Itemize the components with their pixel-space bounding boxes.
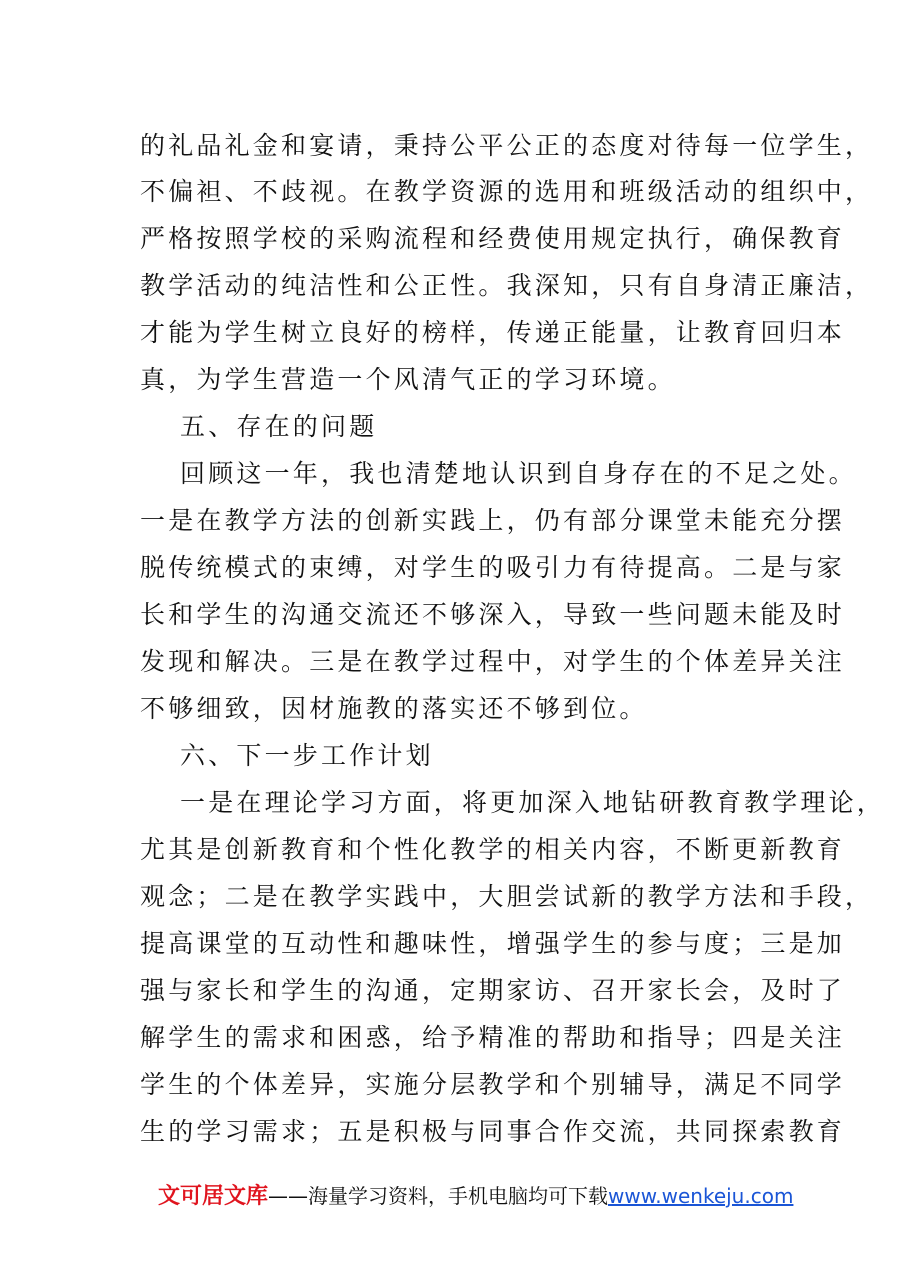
body-line: 脱传统模式的束缚，对学生的吸引力有待提高。二是与家 <box>140 553 846 582</box>
paragraph-first-line: 回顾这一年，我也清楚地认识到自身存在的不足之处。 <box>180 459 857 488</box>
section-heading: 五、存在的问题 <box>180 412 378 441</box>
body-line: 尤其是创新教育和个性化教学的相关内容，不断更新教育 <box>140 835 846 864</box>
footer-website-link[interactable]: www.wenkeju.com <box>608 1184 794 1208</box>
body-line: 才能为学生树立良好的榜样，传递正能量，让教育回归本 <box>140 318 846 347</box>
paragraph-first-line: 一是在理论学习方面，将更加深入地钻研教育教学理论， <box>180 788 886 817</box>
body-line: 不够细致，因材施教的落实还不够到位。 <box>140 694 648 723</box>
body-line: 不偏袒、不歧视。在教学资源的选用和班级活动的组织中， <box>140 177 874 206</box>
body-line: 解学生的需求和困惑，给予精准的帮助和指导；四是关注 <box>140 1023 846 1052</box>
body-line: 生的学习需求；五是积极与同事合作交流，共同探索教育 <box>140 1117 846 1146</box>
footer-brand: 文可居文库 <box>158 1184 269 1209</box>
section-heading: 六、下一步工作计划 <box>180 741 434 770</box>
body-line: 强与家长和学生的沟通，定期家访、召开家长会，及时了 <box>140 976 846 1005</box>
body-line: 观念；二是在教学实践中，大胆尝试新的教学方法和手段， <box>140 882 874 911</box>
footer-tagline: ——海量学习资料，手机电脑均可下载 <box>268 1184 609 1208</box>
body-line: 发现和解决。三是在教学过程中，对学生的个体差异关注 <box>140 647 846 676</box>
body-line: 教学活动的纯洁性和公正性。我深知，只有自身清正廉洁， <box>140 271 874 300</box>
body-line: 长和学生的沟通交流还不够深入，导致一些问题未能及时 <box>140 600 846 629</box>
body-line: 真，为学生营造一个风清气正的学习环境。 <box>140 365 676 394</box>
body-line: 的礼品礼金和宴请，秉持公平公正的态度对待每一位学生， <box>140 131 874 160</box>
body-line: 一是在教学方法的创新实践上，仍有部分课堂未能充分摆 <box>140 506 846 535</box>
body-line: 严格按照学校的采购流程和经费使用规定执行，确保教育 <box>140 224 846 253</box>
page-footer <box>158 1182 793 1211</box>
body-line: 提高课堂的互动性和趣味性，增强学生的参与度；三是加 <box>140 929 846 958</box>
body-line: 学生的个体差异，实施分层教学和个别辅导，满足不同学 <box>140 1070 846 1099</box>
